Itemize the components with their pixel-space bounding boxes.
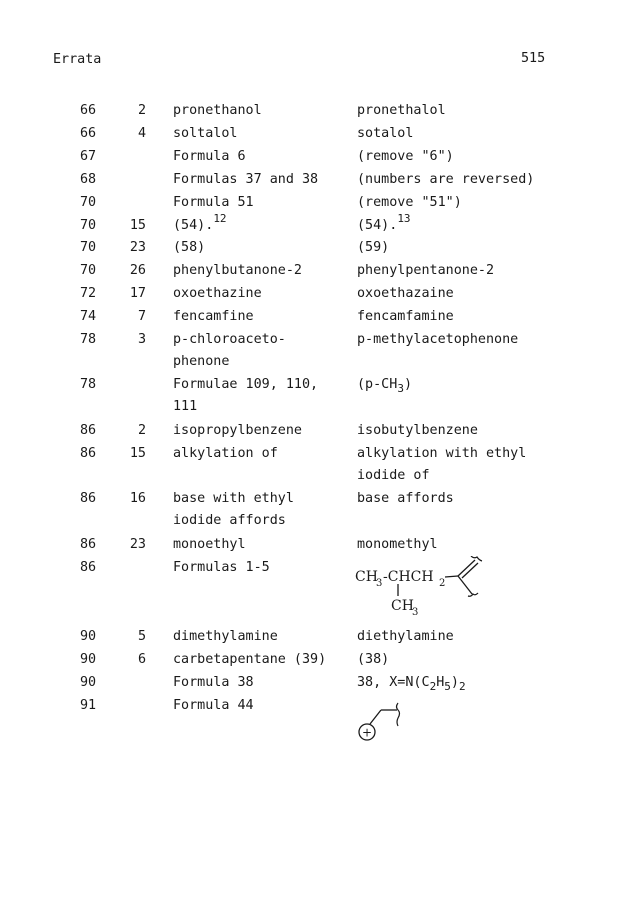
for-cell: dimethylamine xyxy=(173,629,278,644)
line-cell: 7 xyxy=(137,309,146,324)
for-cell: carbetapentane (39) xyxy=(173,652,327,667)
chem-subscript: 3 xyxy=(397,382,404,395)
read-cell: (59) xyxy=(357,240,390,255)
page-cell: 70 xyxy=(80,195,97,210)
read-cell: (numbers are reversed) xyxy=(357,172,535,187)
page-cell: 74 xyxy=(80,309,97,324)
page-cell: 70 xyxy=(80,263,97,278)
read-cell: diethylamine xyxy=(357,629,454,644)
line-cell: 23 xyxy=(129,537,146,552)
struct-wavy-bond-lower xyxy=(468,593,478,596)
for-cell: soltalol xyxy=(173,126,238,141)
for-cell: Formula 6 xyxy=(173,149,246,164)
page-cell: 90 xyxy=(80,652,97,667)
struct-bond-diagonal xyxy=(370,710,381,724)
struct-branch-ch: CH xyxy=(391,598,414,614)
page-cell: 72 xyxy=(80,286,97,301)
page-cell: 90 xyxy=(80,675,97,690)
for-cell: Formula 44 xyxy=(173,698,254,713)
positive-charge-sign: + xyxy=(361,725,373,740)
for-cell: Formula 51 xyxy=(173,195,254,210)
line-cell: 15 xyxy=(129,218,146,233)
read-cell: $(p-CH_3)$ xyxy=(357,377,412,395)
read-cell: isobutylbenzene xyxy=(357,423,478,438)
reference-superscript: 12 xyxy=(213,212,227,225)
page-number: 515 xyxy=(521,51,546,66)
read-cell: (38) xyxy=(357,652,390,667)
read-cell: alkylation with ethyl iodide of xyxy=(357,446,527,483)
line-cell: 15 xyxy=(129,446,146,461)
line-cell: 17 xyxy=(129,286,146,301)
read-cell: monomethyl xyxy=(357,537,438,552)
line-cell: 16 xyxy=(129,491,146,506)
read-cell: (remove "6") xyxy=(357,149,454,164)
for-cell: (54).$^{12}$ xyxy=(173,212,227,233)
for-cell: phenylbutanone-2 xyxy=(173,263,302,278)
running-title: Errata xyxy=(53,52,102,67)
read-cell: oxoethazaine xyxy=(357,286,454,301)
charged-structure-drawing xyxy=(353,700,413,748)
page-cell: 70 xyxy=(80,240,97,255)
line-cell: 2 xyxy=(137,423,146,438)
read-cell: pronethalol xyxy=(357,103,446,118)
struct-sub-3: 3 xyxy=(376,578,383,589)
line-cell: 2 xyxy=(137,103,146,118)
line-cell: 23 xyxy=(129,240,146,255)
struct-sub-3b: 3 xyxy=(412,607,419,618)
page-cell: 66 xyxy=(80,126,97,141)
page-cell: 78 xyxy=(80,332,97,347)
for-cell: Formulas 37 and 38 xyxy=(173,172,319,187)
for-cell: Formula 38 xyxy=(173,675,254,690)
for-cell: p-chloroaceto- phenone xyxy=(173,332,286,369)
page-cell: 70 xyxy=(80,218,97,233)
read-cell: phenylpentanone-2 xyxy=(357,263,495,278)
for-cell: alkylation of xyxy=(173,446,278,461)
page-cell: 67 xyxy=(80,149,97,164)
page-cell: 86 xyxy=(80,446,97,461)
line-cell: 3 xyxy=(137,332,146,347)
struct-bond-to-ring xyxy=(445,576,458,577)
page-cell: 91 xyxy=(80,698,97,713)
struct-wavy-bond-upper xyxy=(471,556,482,561)
page-cell: 86 xyxy=(80,423,97,438)
struct-sub-2: 2 xyxy=(439,578,446,589)
isobutyl-structure-drawing xyxy=(353,556,493,620)
for-cell: fencamfine xyxy=(173,309,254,324)
page-cell: 86 xyxy=(80,491,97,506)
read-cell: p-methylacetophenone xyxy=(357,332,519,347)
for-cell: Formulas 1-5 xyxy=(173,560,270,575)
for-cell: (58) xyxy=(173,240,206,255)
page-cell: 90 xyxy=(80,629,97,644)
read-cell: base affords xyxy=(357,491,454,506)
struct-chch: -CHCH xyxy=(383,569,434,585)
for-cell: monoethyl xyxy=(173,537,246,552)
read-cell: 38, $X=N(C_2H_5)_2$ xyxy=(357,675,466,693)
for-cell: Formulae 109, 110, 111 xyxy=(173,377,319,414)
line-cell: 26 xyxy=(129,263,146,278)
page-cell: 86 xyxy=(80,537,97,552)
for-cell: pronethanol xyxy=(173,103,262,118)
page-cell: 86 xyxy=(80,560,97,575)
struct-ch: CH xyxy=(355,569,378,585)
page-cell: 68 xyxy=(80,172,97,187)
line-cell: 5 xyxy=(137,629,146,644)
read-cell: fencamfamine xyxy=(357,309,454,324)
line-cell: 4 xyxy=(137,126,146,141)
read-cell: (remove "51") xyxy=(357,195,462,210)
struct-wavy-bond xyxy=(397,703,400,726)
page-cell: 78 xyxy=(80,377,97,392)
reference-superscript: 13 xyxy=(397,212,411,225)
for-cell: isopropylbenzene xyxy=(173,423,302,438)
read-cell: sotalol xyxy=(357,126,414,141)
struct-ring-bond-lower xyxy=(458,576,472,594)
for-cell: base with ethyl iodide affords xyxy=(173,491,294,528)
for-cell: oxoethazine xyxy=(173,286,262,301)
page-cell: 66 xyxy=(80,103,97,118)
read-cell: (54).$^{13}$ xyxy=(357,212,411,233)
line-cell: 6 xyxy=(137,652,146,667)
